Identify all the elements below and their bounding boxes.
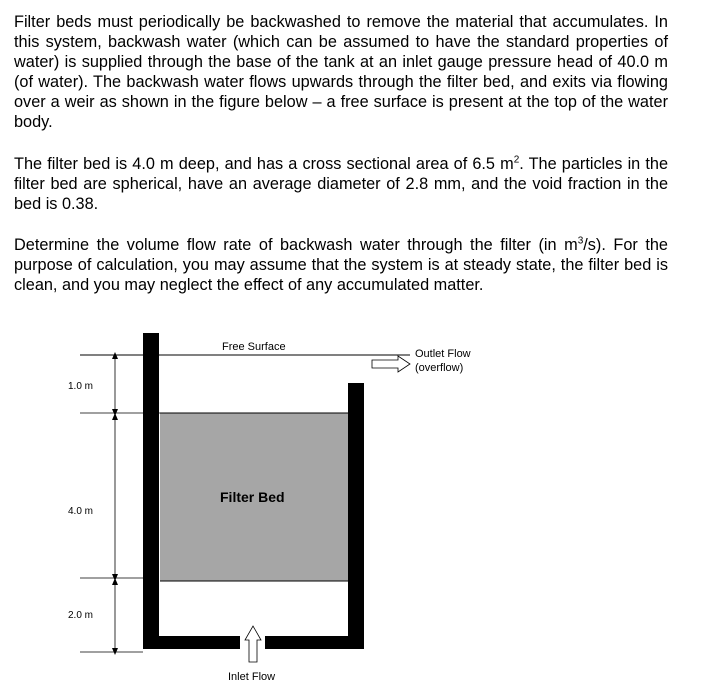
left-wall	[143, 333, 159, 649]
dimension-label-bottom: 2.0 m	[68, 610, 94, 621]
paragraph-3-text-b: /s). For the purpose of calculation, you may assume that the system is at steady state, the filter bed is clean, and you may neglect the effect of any accumulated matter.	[14, 236, 668, 294]
bottom-wall-right	[265, 636, 364, 649]
outlet-arrow	[372, 356, 410, 372]
free-surface-label: Free Surface	[222, 341, 286, 353]
paragraph-2-superscript: 2	[513, 154, 520, 166]
paragraph-3-superscript: 3	[577, 235, 584, 247]
dimension-label-top: 1.0 m	[68, 381, 94, 392]
dimension-tick-base	[112, 648, 118, 655]
outlet-label-line-1: Outlet Flow	[415, 348, 471, 360]
paragraph-1-text: Filter beds must periodically be backwashed to remove the material that accumulates. In this system, backwash water (which can be assumed to have the standard properties of water) is supplied through the base of the tank at an inlet gauge pressure head of 40.0 m (of water). The backwash water flows upwards through the filter bed, and exits via flowing over a weir as shown in the figure below – a free surface is present at the top of the water body.	[14, 13, 668, 131]
paragraph-3-text-a: Determine the volume flow rate of backwash water through the filter (in m	[14, 236, 578, 254]
filter-bed-label: Filter Bed	[220, 489, 285, 505]
dimension-tick-bed-bottom-down	[112, 578, 118, 585]
outlet-label-line-2: (overflow)	[415, 362, 464, 374]
dimension-label-middle: 4.0 m	[68, 506, 94, 517]
dimension-tick-bed-top-down	[112, 413, 118, 420]
bottom-wall-left	[143, 636, 240, 649]
paragraph-2-text-a: The filter bed is 4.0 m deep, and has a cross sectional area of 6.5 m	[14, 155, 514, 173]
right-wall	[348, 383, 364, 649]
inlet-label: Inlet Flow	[228, 671, 276, 683]
inlet-arrow	[245, 626, 261, 662]
paragraph-2-text-b: . The particles in the filter bed are spherical, have an average diameter of 2.8 mm, and the void fraction in the bed is 0.38.	[14, 155, 669, 213]
